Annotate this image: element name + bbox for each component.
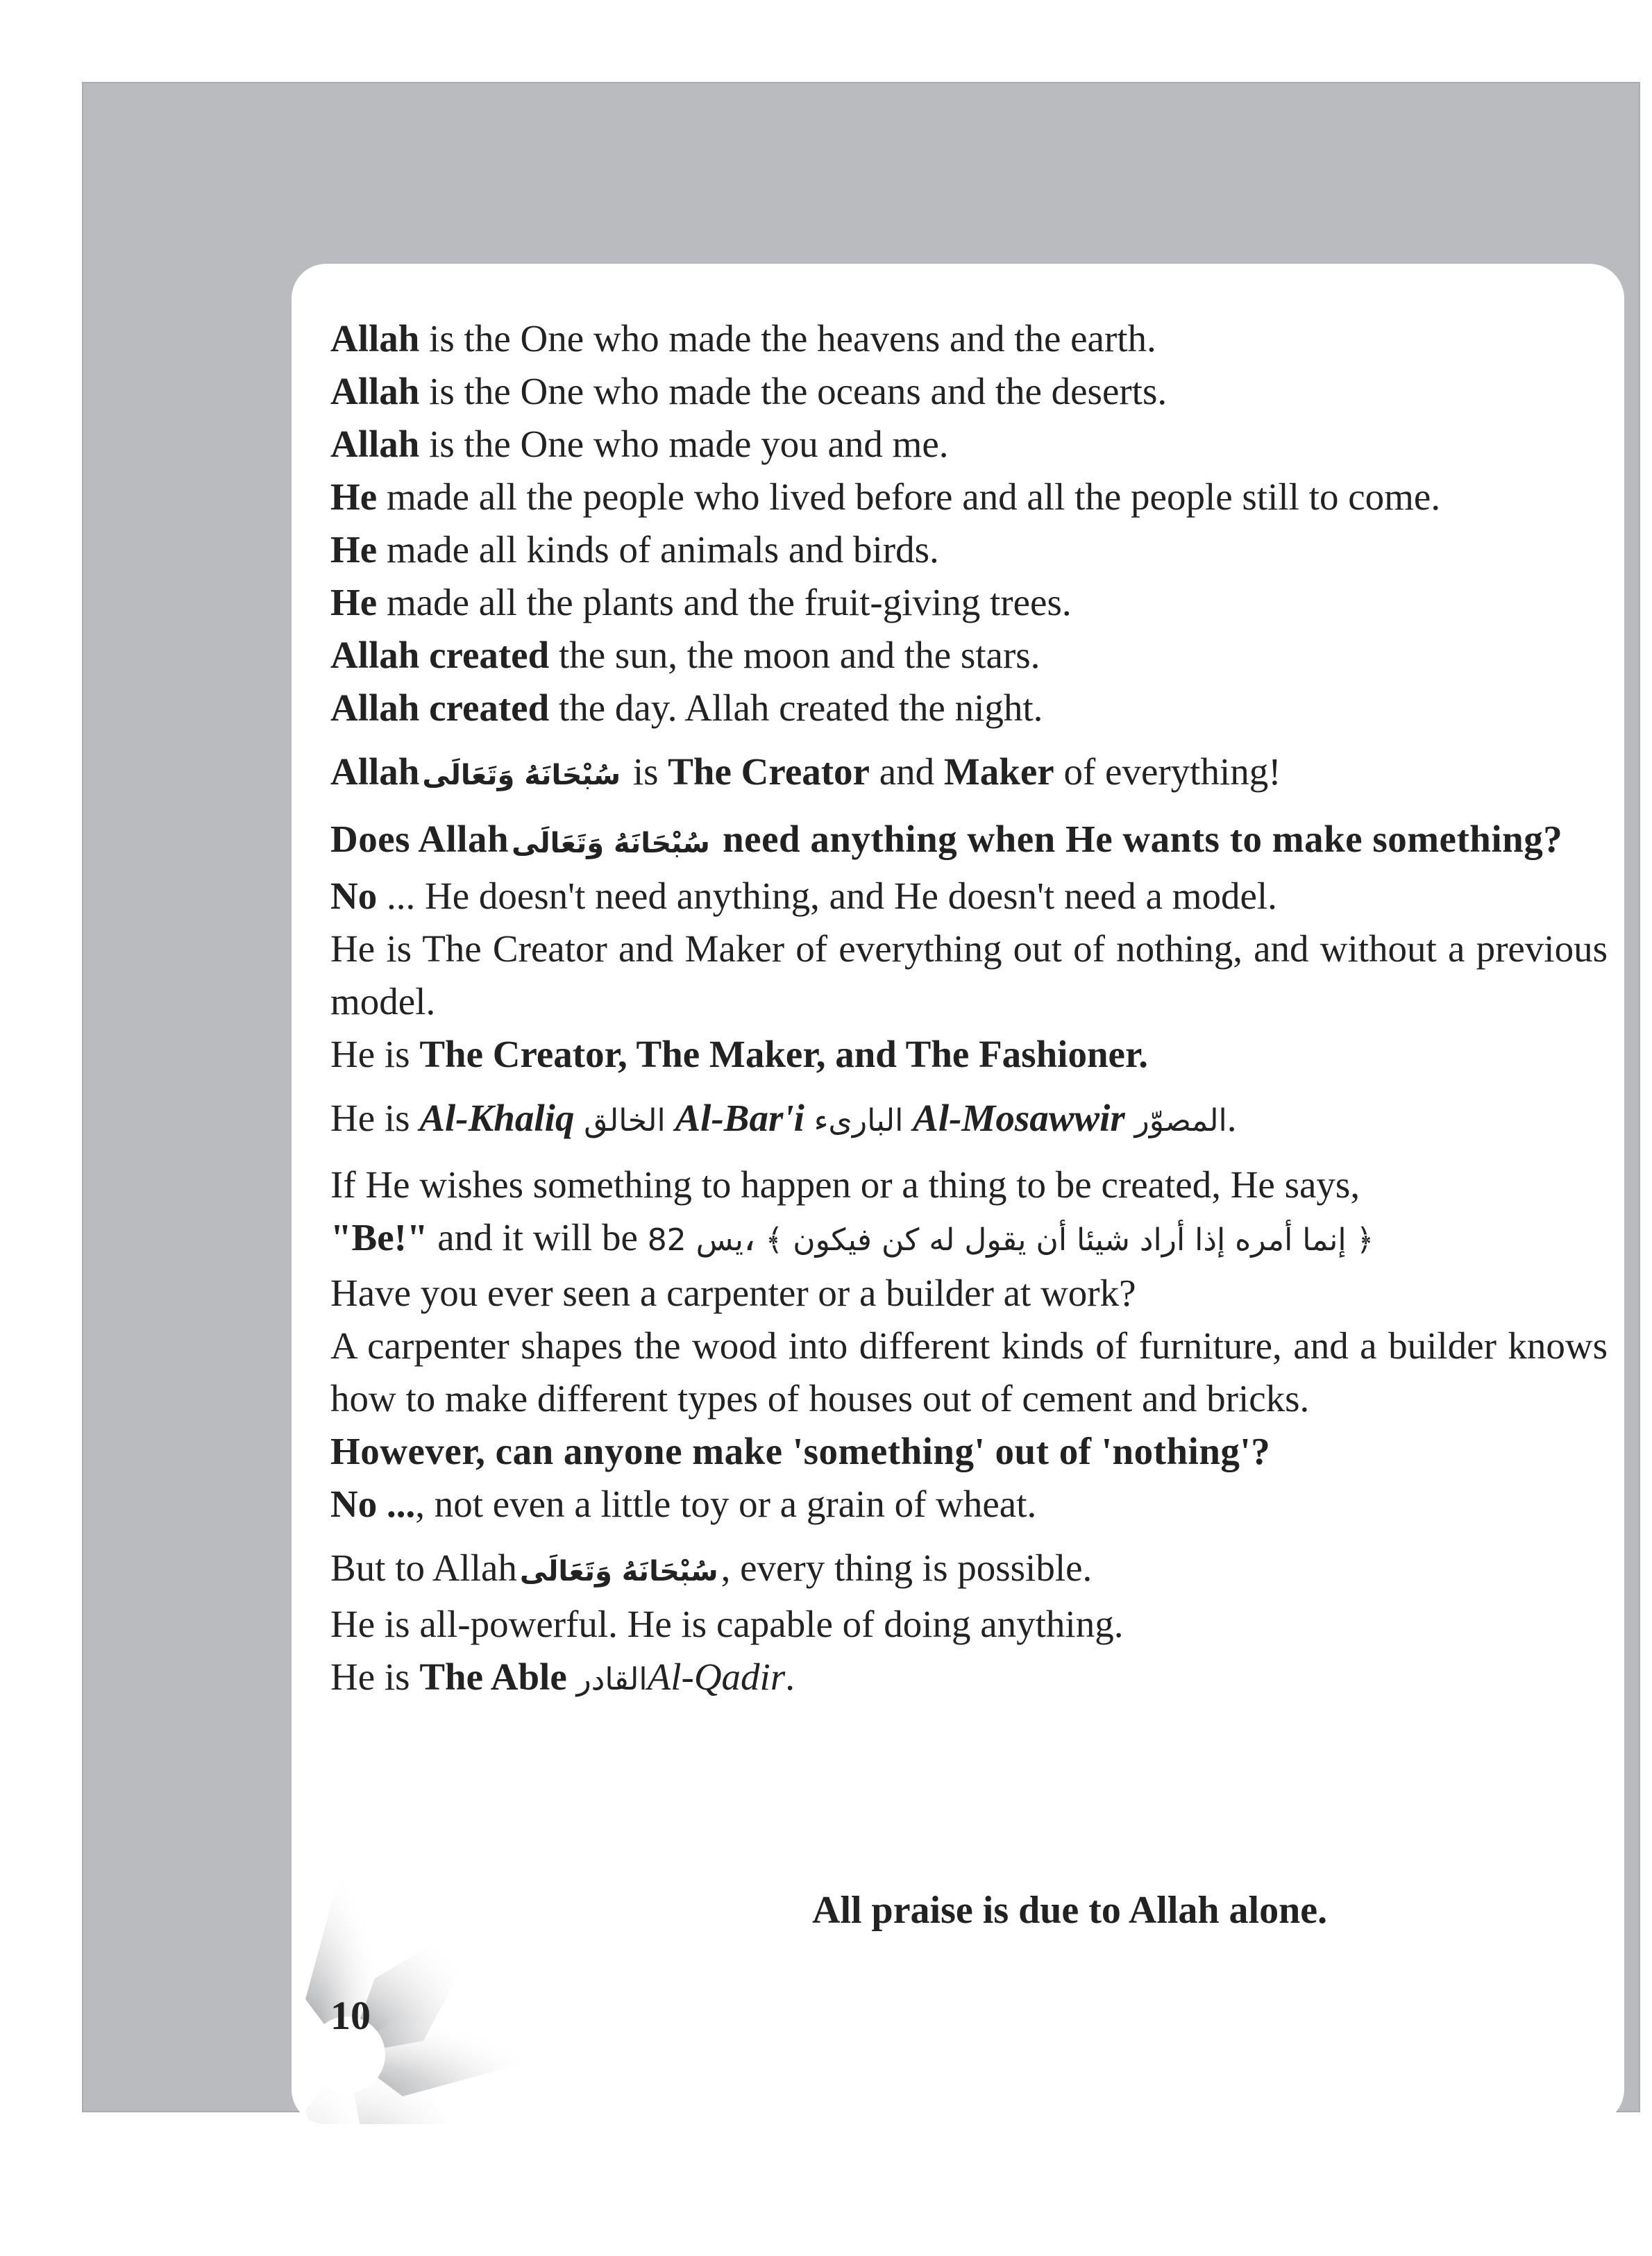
closing-line: All praise is due to Allah alone. bbox=[812, 1889, 1328, 1932]
quran-verse: ﴿ إنما أمره إذا أراد شيئا أن يقول له كن فيكون ﴾ bbox=[765, 1222, 1374, 1258]
line-9: Allah سُبْحَانَهُ وَتَعَالَى is The Creator and Maker of everything! bbox=[330, 746, 1608, 802]
line-21: He is all-powerful. He is capable of doing anything. bbox=[330, 1603, 1124, 1646]
line-13: He is Al-Khaliq الخالق Al-Bar'i البارىء Al-Mosawwir المصوّر. bbox=[330, 1096, 1237, 1139]
surah-reference: يس 82 bbox=[647, 1222, 744, 1258]
body-text bbox=[330, 312, 1608, 1706]
line-14: If He wishes something to happen or a thing to be created, He says, bbox=[330, 1163, 1360, 1206]
line-8: Allah created the day. Allah created the night. bbox=[330, 687, 1043, 729]
star-ornament-icon bbox=[292, 1805, 611, 2124]
line-6: He made all the plants and the fruit-giving trees. bbox=[330, 581, 1072, 623]
question-1: Does Allah سُبْحَانَهُ وَتَعَالَى need anything when He wants to make something? bbox=[330, 813, 1608, 869]
subhanahu-glyph-icon: سُبْحَانَهُ وَتَعَالَى bbox=[422, 759, 621, 792]
line-7: Allah created the sun, the moon and the stars. bbox=[330, 634, 1040, 676]
line-10: No ... He doesn't need anything, and He doesn't need a model. bbox=[330, 874, 1277, 917]
line-17: A carpenter shapes the wood into different kinds of furniture, and a builder knows how to make different types of houses out of cement and bricks. bbox=[330, 1324, 1608, 1420]
line-2: Allah is the One who made the oceans and the deserts. bbox=[330, 370, 1168, 412]
line-1: Allah is the One who made the heavens and the earth. bbox=[330, 317, 1156, 360]
subhanahu-glyph-icon: سُبْحَانَهُ وَتَعَالَى bbox=[519, 1556, 718, 1588]
line-5: He made all kinds of animals and birds. bbox=[330, 528, 939, 571]
line-18: However, can anyone make 'something' out of 'nothing'? bbox=[330, 1429, 1271, 1472]
page-frame bbox=[82, 82, 1640, 2112]
line-16: Have you ever seen a carpenter or a builder at work? bbox=[330, 1271, 1136, 1314]
line-11: He is The Creator and Maker of everything out of nothing, and without a previous model. bbox=[330, 927, 1608, 1022]
line-19: No ..., not even a little toy or a grain of wheat. bbox=[330, 1482, 1037, 1525]
content-card bbox=[292, 264, 1624, 2124]
subhanahu-glyph-icon: سُبْحَانَهُ وَتَعَالَى bbox=[512, 827, 710, 859]
page-number: 10 bbox=[330, 1993, 371, 2038]
line-12: He is The Creator, The Maker, and The Fashioner. bbox=[330, 1032, 1149, 1075]
line-20: But to Allah سُبْحَانَهُ وَتَعَالَى, every thing is possible. bbox=[330, 1542, 1608, 1598]
line-3: Allah is the One who made you and me. bbox=[330, 423, 949, 465]
line-4: He made all the people who lived before and all the people still to come. bbox=[330, 475, 1441, 518]
line-22: He is The Able القادرAl-Qadir. bbox=[330, 1656, 795, 1699]
line-15: "Be!" and it will be يس 82، ﴿ إنما أمره إذا أراد شيئا أن يقول له كن فيكون ﴾ bbox=[330, 1215, 1374, 1259]
